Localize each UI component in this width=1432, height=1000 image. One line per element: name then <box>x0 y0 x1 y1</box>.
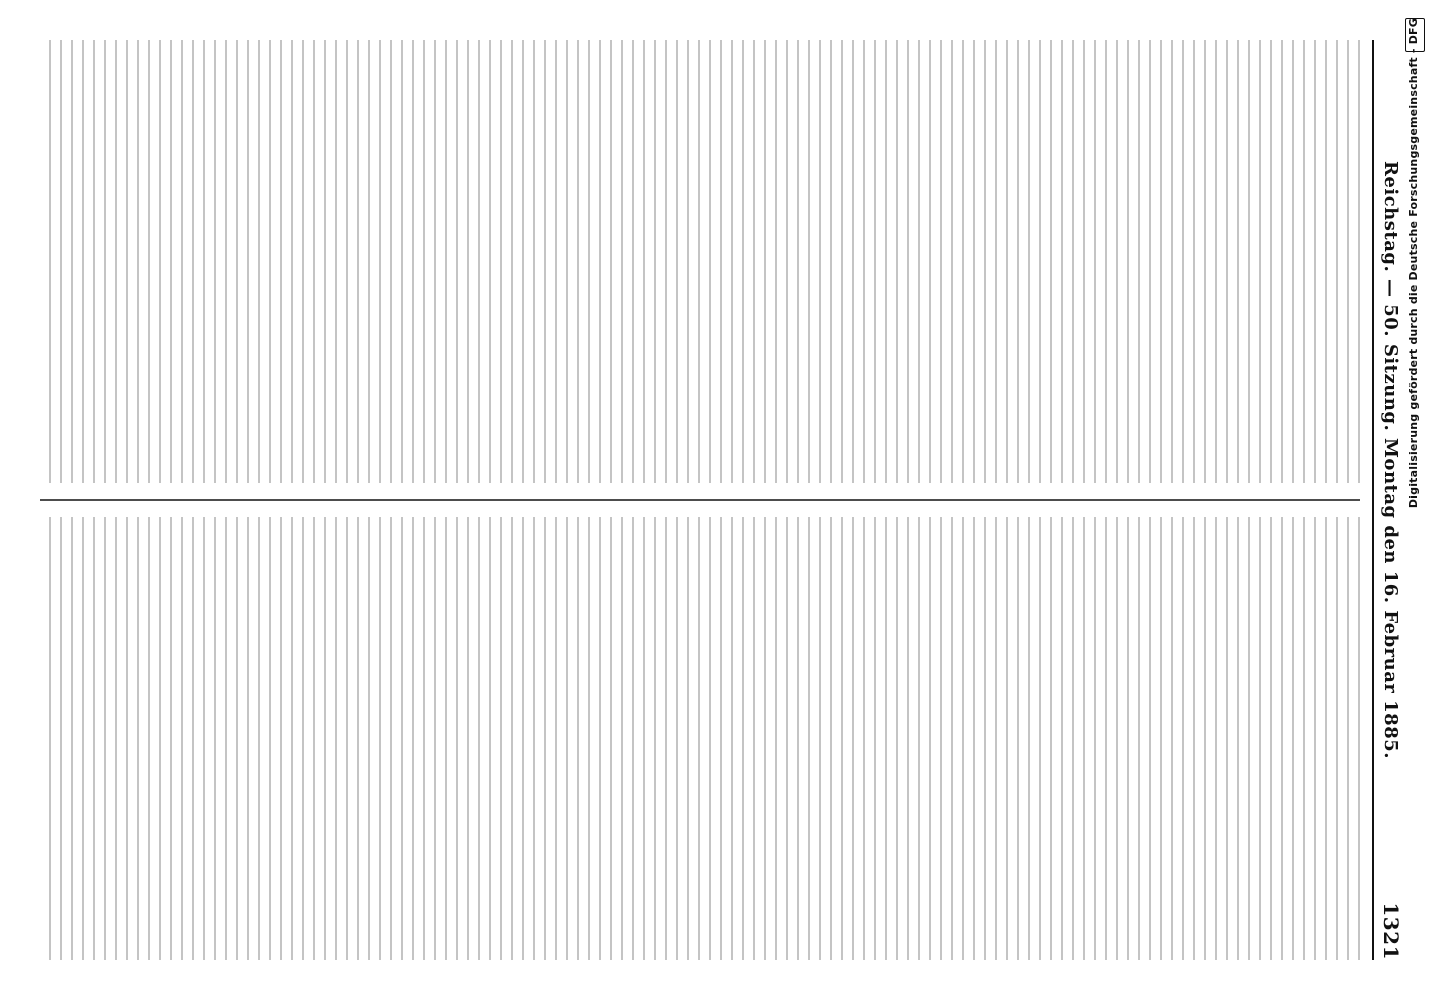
dfg-sidebar <box>1392 0 1432 1000</box>
left-column <box>40 40 1360 483</box>
header-rule <box>1372 40 1374 960</box>
running-title: Reichstag. — 50. Sitzung. Montag den 16. Februar 1885. <box>1380 160 1402 760</box>
text-columns <box>40 40 1360 960</box>
column-divider <box>40 499 1360 501</box>
dfg-note: Digitalisierung gefördert durch die Deutsche Forschungsgemeinschaft - DFG <box>1407 18 1420 509</box>
page-number: 1321 <box>1379 902 1403 960</box>
right-column <box>40 517 1360 960</box>
